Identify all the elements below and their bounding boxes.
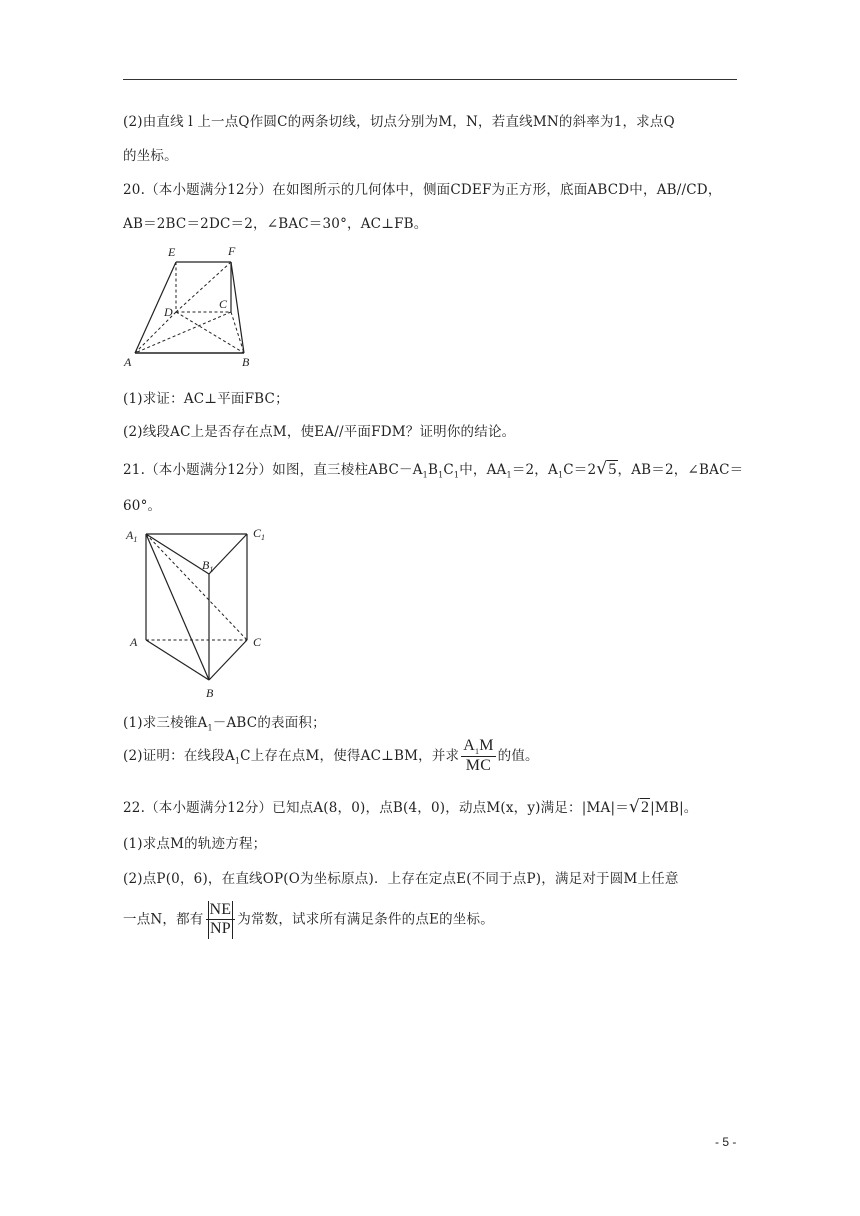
q22-sqrt: √2 (628, 797, 650, 817)
q20-stem-line2: AB＝2BC＝2DC＝2，∠BAC＝30°，AC⊥FB。 (123, 216, 428, 232)
q20-label-A: A (124, 355, 132, 369)
q21-label-B: B (206, 686, 214, 700)
q20-part1: (1)求证：AC⊥平面FBC； (123, 391, 289, 407)
q21-part2: (2)证明：在线段$A_1C$上存在点M，使得AC⊥BM，并求 $\frac{A_1M}{MC}$ 的值。 (123, 737, 539, 775)
q20-figure (118, 242, 268, 372)
q21-stem-line1: 21.（本小题满分12分）如图，直三棱柱$ABC-A_1B_1C_1$中，$AA_1=2$，$A_1C=2√5$，AB＝2，∠BAC＝ (123, 459, 744, 480)
q22-part2-line2: 一点N，都有 $\frac{NE}{NP}$ 为常数，试求所有满足条件的点E的坐标。 (123, 901, 494, 938)
q20-label-F: F (228, 244, 236, 258)
page-number: - 5 - (715, 1135, 737, 1149)
q22-stem-line1: 22.（本小题满分12分）已知点A(8，0)，点B(4，0)，动点M(x，y)满足：|MA|＝√2|MB|。 (123, 797, 698, 817)
q20-label-E: E (168, 245, 176, 259)
q20-part2: (2)线段AC上是否存在点M，使EA//平面FDM？证明你的结论。 (123, 424, 516, 440)
q21-sqrt: √5 (596, 459, 617, 479)
q20-label-C: C (219, 297, 228, 311)
q21-stem-line2: 60°。 (123, 498, 162, 514)
q21-label-C1: $C_1$ (253, 526, 266, 542)
q20-stem-line1: 20.（本小题满分12分）在如图所示的几何体中，侧面CDEF为正方形，底面ABCD中，AB//CD， (123, 182, 722, 198)
q21-figure (118, 522, 278, 704)
q19-part2-line1: (2)由直线 l 上一点Q作圆C的两条切线，切点分别为M，N，若直线MN的斜率为1，求点Q (123, 114, 675, 130)
q22-abs-fraction: $\frac{NE}{NP}$ (206, 901, 236, 939)
q21-label-A1: $A_1$ (126, 528, 138, 544)
q19-part2-line2: 的坐标。 (123, 148, 178, 164)
q21-label-C: C (253, 635, 262, 649)
q22-part1: (1)求点M的轨迹方程； (123, 836, 267, 852)
q21-label-A: A (130, 635, 138, 649)
header-rule (123, 79, 737, 80)
q21-part1: (1)求三棱锥$A_1-ABC$的表面积； (123, 715, 326, 733)
q22-part2-line1: (2)点P(0，6)，在直线OP(O为坐标原点)．上存在定点E(不同于点P)，满足对于圆M上任意 (123, 871, 679, 887)
q20-label-D: D (164, 305, 173, 319)
q21-fraction: $\frac{A_1M}{MC}$ (463, 737, 494, 775)
q21-label-B1: $B_1$ (202, 558, 214, 574)
q20-label-B: B (242, 355, 250, 369)
